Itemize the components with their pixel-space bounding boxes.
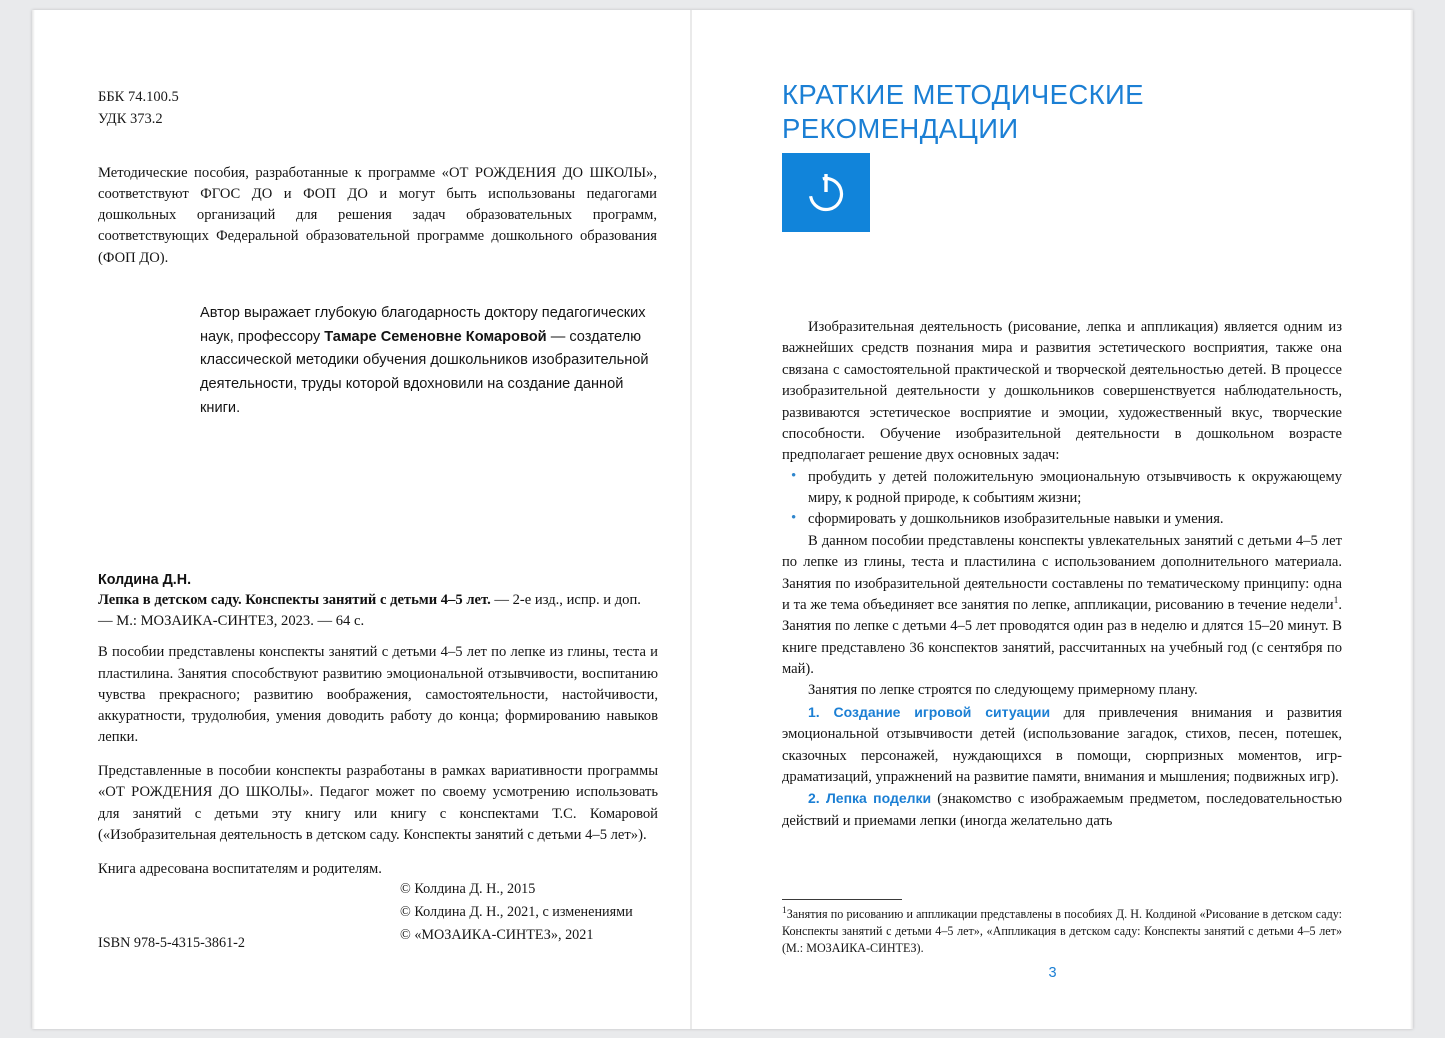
program-note-block xyxy=(98,163,657,269)
book-annotation-2: Представленные в пособии конспекты разработаны в рамках вариативности программы «ОТ РОЖДЕНИЯ ДО ШКОЛЫ». Педагог может по своему усмотрению использовать для занятий с детьми эту книгу или книгу с конспектами Т.С. Комаровой («Изобразительная деятельность в детском саду. Конспекты занятий с детьми 4–5 лет»). xyxy=(98,763,658,843)
page-right xyxy=(692,10,1413,1029)
body-paragraph-2-part-a: В данном пособии представлены конспекты увлекательных занятий с детьми 4–5 лет по лепке из глины, теста и пластилина с использованием дополнительного материала. Занятия по изобразительной деятельности составлены по тематическому принципу: одна и та же тема объединяет все занятия по лепке, аппликации, рисованию в течение недели xyxy=(782,532,1342,613)
plan-step-1-text: для привлечения внимания и развития эмоциональной отзывчивости детей (использование загадок, стихов, песен, потешек, сказочных персонажей, нуждающихся в помощи, сюрпризных моментов, игр-драматизаций, упражнений на развитие памяти, внимания и мышления; подвижных игр). xyxy=(782,704,1342,785)
isbn-value: ISBN 978-5-4315-3861-2 xyxy=(98,935,245,951)
page-left xyxy=(32,10,690,1029)
udk-code: УДК 373.2 xyxy=(98,111,163,128)
plan-step-1 xyxy=(782,702,1342,789)
book-title-line xyxy=(98,590,658,631)
bbk-code: ББК 74.100.5 xyxy=(98,89,179,105)
objectives-list xyxy=(782,467,1342,531)
acknowledgement-block xyxy=(200,302,658,420)
plan-step-2-text: (знакомство с изображаемым предметом, последовательностью действий и приемами лепки (иногда желательно дать xyxy=(782,791,1342,829)
book-annotation-3: Книга адресована воспитателям и родителям. xyxy=(98,860,382,877)
acknowledgement-text-part2: — создателю классической методики обучения дошкольников изобразительной деятельности, труды которой вдохновили на создание данной книги. xyxy=(200,328,649,416)
chapter-title: КРАТКИЕ МЕТОДИЧЕСКИЕ РЕКОМЕНДАЦИИ xyxy=(782,79,1144,145)
footnote-reference: 1 xyxy=(1333,596,1339,607)
plan-step-1-heading: 1. Создание игровой ситуации xyxy=(808,703,1051,720)
copyright-line-2: © Колдина Д. Н., 2021, с изменениями xyxy=(400,904,633,920)
footnote-marker: 1 xyxy=(782,905,787,916)
chapter-badge xyxy=(782,153,870,232)
library-codes xyxy=(98,86,179,131)
acknowledgement-text-part1: Автор выражает глубокую благодарность доктору педагогических наук, профессору xyxy=(200,305,646,345)
plan-step-2 xyxy=(782,788,1342,832)
plan-intro-paragraph: Занятия по лепке строятся по следующему примерному плану. xyxy=(808,682,1198,699)
book-imprint-block xyxy=(98,572,658,893)
chapter-body xyxy=(782,317,1342,832)
body-paragraph-1: Изобразительная деятельность (рисование, лепка и аппликация) является одним из важнейших средств познания мира и развития эстетического восприятия, также она связана с самостоятельной практической и творческой деятельностью детей. В процессе изобразительной деятельности у дошкольников совершенствуется наблюдательность, развиваются эстетическое восприятие и эмоции, художественный вкус, творческие способности. Обучение изобразительной деятельности в дошкольном возрасте предполагает решение двух основных задач: xyxy=(782,319,1342,464)
book-annotation-1: В пособии представлены конспекты занятий с детьми 4–5 лет по лепке из глины, теста и пластилина. Занятия способствуют развитию эмоциональной отзывчивости, воспитанию чувства прекрасного; развитию воображения, самостоятельности, настойчивости, аккуратности, трудолюбия, умения доводить работу до конца; формированию навыков лепки. xyxy=(98,644,658,746)
book-edition-info: — 2-е изд., испр. и доп. — М.: МОЗАИКА-СИНТЕЗ, 2023. — 64 с. xyxy=(98,592,641,629)
copyright-block xyxy=(400,878,633,947)
page-number: 3 xyxy=(1048,965,1057,981)
footnote-divider xyxy=(782,899,902,900)
body-paragraph-2 xyxy=(782,531,1342,681)
program-note-text: Методические пособия, разработанные к программе «ОТ РОЖДЕНИЯ ДО ШКОЛЫ», соответствуют ФГОС ДО и ФОП ДО и могут быть использованы педагогами дошкольных организаций для решения задач образовательных программ, соответствующих Федеральной образовательной программе дошкольного образования (ФОП ДО). xyxy=(98,165,657,266)
copyright-line-1: © Колдина Д. Н., 2015 xyxy=(400,881,536,897)
footnote-text xyxy=(782,906,1342,957)
acknowledgement-person-name: Тамаре Семеновне Комаровой xyxy=(324,328,547,345)
list-item: • пробудить у детей положительную эмоциональную отзывчивость к окружающему миру, к родной природе, к событиям жизни; xyxy=(782,467,1342,510)
footnote-body: Занятия по рисованию и аппликации представлены в пособиях Д. Н. Колдиной «Рисование в детском саду: Конспекты занятий с детьми 4–5 лет», «Аппликация в детском саду: Конспекты занятий с детьми 4–5 лет» (М.: МОЗАИКА-СИНТЕЗ). xyxy=(782,907,1342,955)
list-item: • сформировать у дошкольников изобразительные навыки и умения. xyxy=(782,509,1342,530)
plan-step-2-heading: 2. Лепка поделки xyxy=(808,790,932,807)
book-title: Лепка в детском саду. Конспекты занятий с детьми 4–5 лет. xyxy=(98,592,491,608)
book-author: Колдина Д.Н. xyxy=(98,572,192,588)
copyright-line-3: © «МОЗАИКА-СИНТЕЗ», 2021 xyxy=(400,927,594,943)
body-paragraph-2-part-b: . Занятия по лепке с детьми 4–5 лет проводятся один раз в неделю и длятся 15–20 минут. В книге представлено 36 конспектов занятий, рассчитанных на учебный год (с сентября по май). xyxy=(782,596,1342,677)
